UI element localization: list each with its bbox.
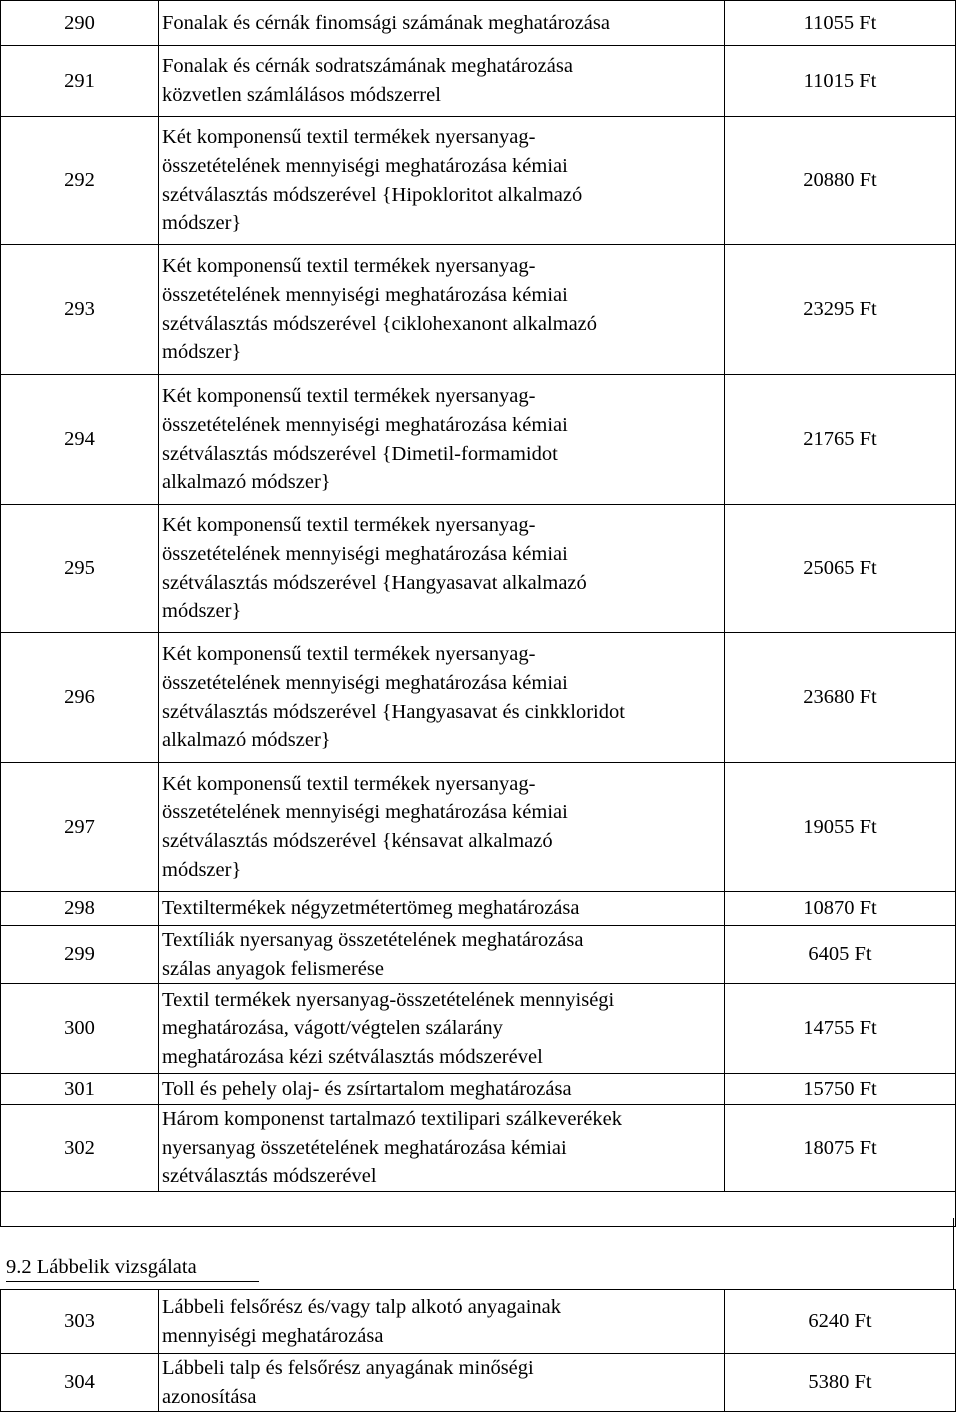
row-number: 297 — [1, 763, 159, 892]
description-line: Fonalak és cérnák finomsági számának meghatározása — [162, 11, 610, 34]
description-line: összetételének mennyiségi meghatározása kémiai — [162, 801, 568, 824]
price-table-body — [1, 1, 956, 1227]
description-line: azonosítása — [162, 1385, 257, 1408]
description-line: módszer} — [162, 858, 242, 881]
description-line: Két komponensű textil termékek nyersanyag- — [162, 514, 536, 537]
description-line: Textiltermékek négyzetmétertömeg meghatározása — [162, 897, 580, 920]
description-line: nyersanyag összetételének meghatározása kémiai — [162, 1136, 567, 1159]
row-price: 23680 Ft — [725, 633, 956, 763]
table-row — [1, 1290, 956, 1354]
description-line: módszer} — [162, 341, 242, 364]
description-line: összetételének mennyiségi meghatározása kémiai — [162, 542, 568, 565]
description-line: Két komponensű textil termékek nyersanyag- — [162, 255, 536, 278]
row-description — [159, 375, 725, 505]
footwear-price-table-body — [1, 1290, 956, 1412]
table-row — [1, 633, 956, 763]
description-line: összetételének mennyiségi meghatározása kémiai — [162, 283, 568, 306]
row-description — [159, 245, 725, 375]
table-row — [1, 375, 956, 505]
row-description — [159, 505, 725, 633]
spacer-cell — [159, 1191, 725, 1226]
table-row — [1, 1074, 956, 1105]
table-row — [1, 763, 956, 892]
row-number: 295 — [1, 505, 159, 633]
footwear-price-table — [0, 1289, 956, 1412]
row-description — [159, 46, 725, 117]
description-line: közvetlen számlálásos módszerrel — [162, 84, 441, 106]
row-price: 21765 Ft — [725, 375, 956, 505]
table-row — [1, 984, 956, 1074]
description-line: Toll és pehely olaj- és zsírtartalom meghatározása — [162, 1077, 572, 1100]
description-line: Lábbeli talp és felsőrész anyagának minőségi — [162, 1357, 534, 1379]
row-number: 301 — [1, 1074, 159, 1105]
row-number: 303 — [1, 1290, 159, 1354]
description-line: Lábbeli felsőrész és/vagy talp alkotó anyagainak — [162, 1295, 562, 1318]
description-line: Textíliák nyersanyag összetételének meghatározása — [162, 929, 584, 951]
row-number: 290 — [1, 1, 159, 46]
row-description — [159, 892, 725, 926]
description-line: módszer} — [162, 600, 242, 623]
row-description — [159, 633, 725, 763]
spacer-cell — [1, 1191, 159, 1226]
table-row — [1, 505, 956, 633]
row-description — [159, 984, 725, 1074]
description-line: Két komponensű textil termékek nyersanyag- — [162, 126, 536, 149]
table-right-border — [953, 1218, 954, 1289]
row-number: 298 — [1, 892, 159, 926]
row-price: 18075 Ft — [725, 1105, 956, 1192]
row-price: 14755 Ft — [725, 984, 956, 1074]
row-description — [159, 117, 725, 245]
description-line: összetételének mennyiségi meghatározása kémiai — [162, 413, 568, 436]
row-description — [159, 926, 725, 984]
description-line: összetételének mennyiségi meghatározása kémiai — [162, 671, 568, 694]
row-price: 11055 Ft — [725, 1, 956, 46]
description-line: Két komponensű textil termékek nyersanyag- — [162, 643, 536, 666]
row-number: 294 — [1, 375, 159, 505]
description-line: Három komponenst tartalmazó textilipari szálkeverékek — [162, 1108, 622, 1131]
row-number: 300 — [1, 984, 159, 1074]
row-number: 296 — [1, 633, 159, 763]
row-number: 299 — [1, 926, 159, 984]
row-price: 23295 Ft — [725, 245, 956, 375]
row-price: 6405 Ft — [725, 926, 956, 984]
row-number: 304 — [1, 1354, 159, 1412]
table-row — [1, 1, 956, 46]
row-number: 302 — [1, 1105, 159, 1192]
description-line: összetételének mennyiségi meghatározása kémiai — [162, 154, 568, 177]
description-line: Textil termékek nyersanyag-összetételének mennyiségi — [162, 988, 615, 1011]
description-line: Fonalak és cérnák sodratszámának meghatározása — [162, 55, 573, 78]
description-line: szétválasztás módszerével {ciklohexanont alkalmazó — [162, 312, 598, 335]
row-description — [159, 1, 725, 46]
description-line: szétválasztás módszerével — [162, 1165, 377, 1188]
description-line: szálas anyagok felismerése — [162, 957, 384, 980]
table-row — [1, 46, 956, 117]
row-description — [159, 1105, 725, 1192]
description-line: módszer} — [162, 212, 242, 235]
row-price: 15750 Ft — [725, 1074, 956, 1105]
row-price: 10870 Ft — [725, 892, 956, 926]
table-spacer-row — [1, 1191, 956, 1226]
description-line: Két komponensű textil termékek nyersanyag- — [162, 385, 536, 408]
row-description — [159, 763, 725, 892]
description-line: alkalmazó módszer} — [162, 471, 331, 494]
row-price: 11015 Ft — [725, 46, 956, 117]
spacer-cell — [725, 1191, 956, 1226]
row-number: 292 — [1, 117, 159, 245]
row-number: 291 — [1, 46, 159, 117]
description-line: szétválasztás módszerével {Hangyasavat és cinkkloridot — [162, 700, 625, 723]
description-line: szétválasztás módszerével {kénsavat alkalmazó — [162, 830, 553, 852]
row-number: 293 — [1, 245, 159, 375]
table-row — [1, 245, 956, 375]
row-description — [159, 1354, 725, 1412]
row-description — [159, 1074, 725, 1105]
row-price: 5380 Ft — [725, 1354, 956, 1412]
table-row — [1, 1105, 956, 1192]
row-price: 20880 Ft — [725, 117, 956, 245]
description-line: alkalmazó módszer} — [162, 729, 331, 752]
row-description — [159, 1290, 725, 1354]
row-price: 6240 Ft — [725, 1290, 956, 1354]
description-line: szétválasztás módszerével {Dimetil-formamidot — [162, 442, 558, 465]
row-price: 19055 Ft — [725, 763, 956, 892]
description-line: meghatározása, vágott/végtelen szálarány — [162, 1017, 503, 1040]
table-row — [1, 926, 956, 984]
table-row — [1, 892, 956, 926]
section-title: 9.2 Lábbelik vizsgálata — [6, 1253, 259, 1282]
description-line: szétválasztás módszerével {Hangyasavat alkalmazó — [162, 571, 587, 594]
description-line: Két komponensű textil termékek nyersanyag- — [162, 772, 536, 795]
table-row — [1, 1354, 956, 1412]
description-line: szétválasztás módszerével {Hipokloritot alkalmazó — [162, 183, 583, 206]
description-line: meghatározása kézi szétválasztás módszerével — [162, 1045, 543, 1068]
table-row — [1, 117, 956, 245]
description-line: mennyiségi meghatározása — [162, 1324, 384, 1347]
row-price: 25065 Ft — [725, 505, 956, 633]
